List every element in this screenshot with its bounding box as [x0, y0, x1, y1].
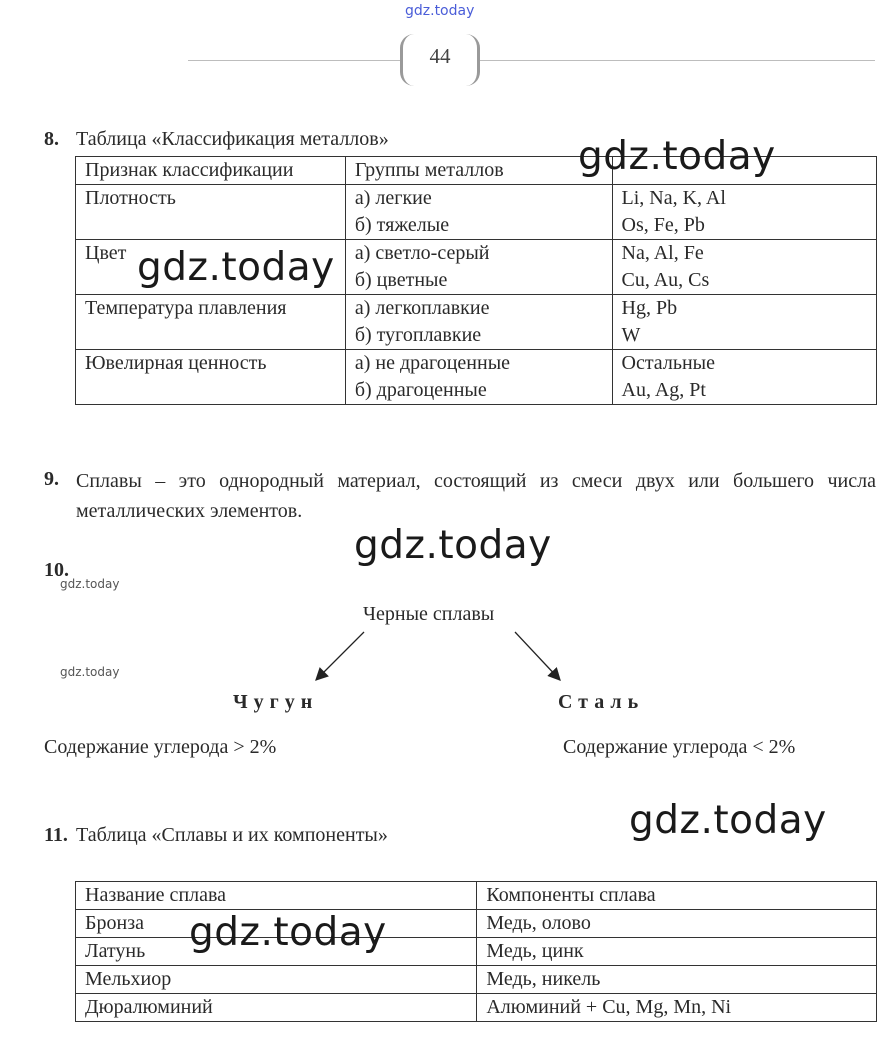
alloy-name: Латунь	[76, 938, 477, 966]
alloy-name: Дюралюминий	[76, 994, 477, 1022]
metals-a: Hg, Pb	[621, 297, 678, 319]
watermark: gdz.today	[354, 523, 552, 568]
group-b: б) драгоценные	[354, 379, 487, 401]
watermark: gdz.today	[189, 910, 387, 955]
group-a: а) легкие	[354, 187, 432, 209]
header-alloy-components: Компоненты сплава	[477, 882, 877, 910]
metals-b: Au, Ag, Pt	[621, 379, 706, 401]
table-row	[76, 966, 877, 994]
header-watermark: gdz.today	[405, 3, 475, 19]
table-header-row	[76, 882, 877, 910]
group-b: б) тяжелые	[354, 214, 450, 236]
q9-number: 9.	[44, 468, 59, 490]
watermark: gdz.today	[60, 665, 120, 679]
metals-b: Os, Fe, Pb	[621, 214, 705, 236]
watermark: gdz.today	[578, 134, 776, 179]
left-node-cast-iron: Чугун	[233, 691, 319, 713]
alloy-components: Медь, олово	[477, 910, 877, 938]
group-a: а) легкоплавкие	[354, 297, 490, 319]
row-feature: Плотность	[76, 185, 346, 240]
header-feature: Признак классификации	[76, 157, 346, 185]
metals-b: W	[621, 324, 641, 346]
metals-a: Na, Al, Fe	[621, 242, 704, 264]
alloy-components: Алюминий + Cu, Mg, Mn, Ni	[477, 994, 877, 1022]
arrow-left	[316, 632, 364, 680]
alloy-name: Бронза	[76, 910, 477, 938]
q11-number: 11.	[44, 824, 68, 846]
group-b: б) тугоплавкие	[354, 324, 482, 346]
alloy-components: Медь, никель	[477, 966, 877, 994]
row-feature: Температура плавления	[76, 295, 346, 350]
q8-title: Таблица «Классификация металлов»	[76, 128, 389, 150]
watermark: gdz.today	[137, 245, 335, 290]
group-a: а) не драгоценные	[354, 352, 511, 374]
q8-number: 8.	[44, 128, 59, 150]
watermark: gdz.today	[60, 577, 120, 591]
right-node-description: Содержание углерода < 2%	[563, 736, 796, 758]
metals-a: Остальные	[621, 352, 715, 374]
group-b: б) цветные	[354, 269, 448, 291]
right-node-steel: Сталь	[558, 691, 645, 713]
q11-title: Таблица «Сплавы и их компоненты»	[76, 824, 388, 846]
watermark: gdz.today	[629, 798, 827, 843]
group-a: а) светло-серый	[354, 242, 490, 264]
page-number: 44	[429, 44, 451, 68]
header-groups: Группы металлов	[345, 157, 612, 185]
alloy-name: Мельхиор	[76, 966, 477, 994]
arrow-right	[515, 632, 560, 680]
alloy-components: Медь, цинк	[477, 938, 877, 966]
header-alloy-name: Название сплава	[76, 882, 477, 910]
diagram-root: Черные сплавы	[363, 603, 495, 625]
row-feature: Цвет	[76, 240, 346, 295]
metals-b: Cu, Au, Cs	[621, 269, 710, 291]
row-feature: Ювелирная ценность	[76, 350, 346, 405]
left-node-description: Содержание углерода > 2%	[44, 736, 277, 758]
table-row	[76, 994, 877, 1022]
metals-a: Li, Na, K, Al	[621, 187, 726, 209]
q10-number: 10.	[44, 559, 69, 581]
q9-text: Сплавы – это однородный материал, состоящий из смеси двух или большего числа металлических элементов.	[76, 470, 876, 522]
